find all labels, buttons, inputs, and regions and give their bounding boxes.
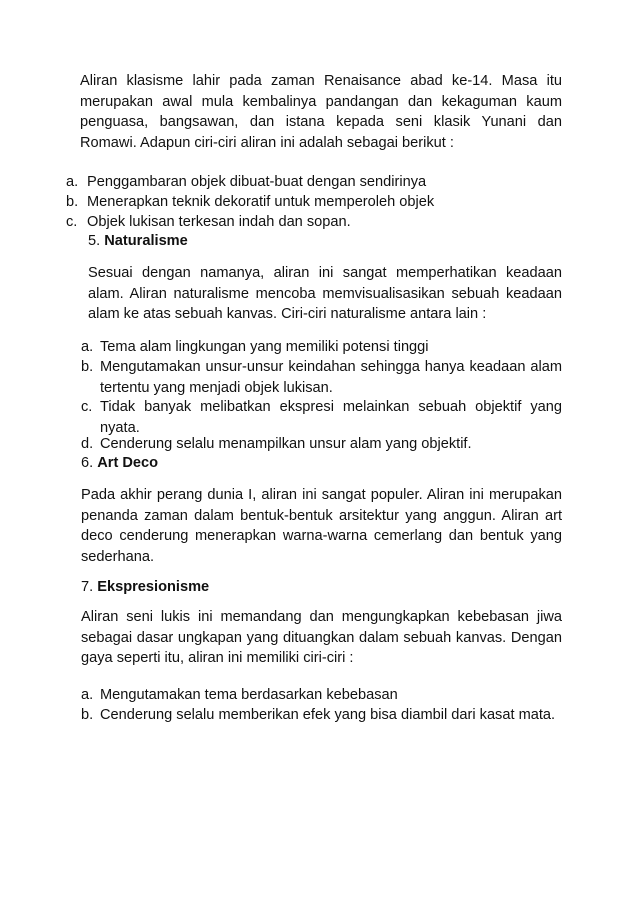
list-text: Tema alam lingkungan yang memiliki potensi tinggi (100, 339, 429, 355)
list-item (81, 434, 562, 455)
section-title: Ekspresionisme (97, 579, 210, 595)
section-heading-naturalisme (88, 231, 188, 252)
list-label: b. (81, 359, 94, 375)
section-title: Naturalisme (104, 233, 188, 249)
list-text: Cenderung selalu memberikan efek yang bisa diambil dari kasat mata. (100, 707, 556, 723)
art-deco-paragraph: Pada akhir perang dunia I, aliran ini sangat populer. Aliran ini merupakan penanda zaman dalam bentuk-bentuk arsitektur yang anggun. Aliran art deco cenderung menerapkan warna-warna cemerlang dan bentuk yang sederhana. (81, 487, 562, 565)
section-number: 6. (81, 455, 98, 471)
ekspresionisme-paragraph: Aliran seni lukis ini memandang dan mengungkapkan kebebasan jiwa sebagai dasar ungkapan yang dituangkan dalam sebuah kanvas. Dengan gaya seperti itu, aliran ini memiliki ciri-ciri : (81, 609, 562, 666)
list-item (81, 705, 562, 746)
list-item (81, 357, 562, 398)
list-label: d. (81, 436, 94, 452)
list-label: a. (81, 339, 94, 355)
list-text: Mengutamakan unsur-unsur keindahan sehingga hanya keadaan alam tertentu yang menjadi objek lukisan. (100, 359, 562, 396)
list-item (81, 337, 562, 358)
list-text: Cenderung selalu menampilkan unsur alam yang objektif. (100, 436, 472, 452)
list-label: b. (66, 194, 79, 210)
list-text: Tidak banyak melibatkan ekspresi melainkan sebuah objektif yang nyata. (100, 399, 562, 436)
list-label: b. (81, 707, 94, 723)
naturalisme-paragraph: Sesuai dengan namanya, aliran ini sangat memperhatikan keadaan alam. Aliran naturalisme mencoba memvisualisasikan sebuah keadaan alam ke atas sebuah kanvas. Ciri-ciri naturalisme antara lain : (88, 265, 562, 322)
list-label: a. (81, 687, 94, 703)
list-label: a. (66, 174, 79, 190)
section-number: 5. (88, 233, 105, 249)
section-title: Art Deco (97, 455, 159, 471)
klasisme-paragraph: Aliran klasisme lahir pada zaman Renaisance abad ke-14. Masa itu merupakan awal mula kembalinya pandangan dan kekaguman kaum penguasa, bangsawan, dan istana kepada seni klasik Yunani dan Romawi. Adapun ciri-ciri aliran ini adalah sebagai berikut : (80, 73, 562, 151)
list-item (81, 397, 562, 438)
list-text: Objek lukisan terkesan indah dan sopan. (87, 214, 351, 230)
list-text: Menerapkan teknik dekoratif untuk memperoleh objek (87, 194, 435, 210)
list-label: c. (81, 399, 93, 415)
list-label: c. (66, 214, 78, 230)
section-number: 7. (81, 579, 98, 595)
list-item (81, 685, 562, 706)
section-heading-art-deco (81, 453, 158, 474)
section-heading-ekspresionisme (81, 577, 209, 598)
list-text: Mengutamakan tema berdasarkan kebebasan (100, 687, 398, 703)
list-text: Penggambaran objek dibuat-buat dengan sendirinya (87, 174, 427, 190)
